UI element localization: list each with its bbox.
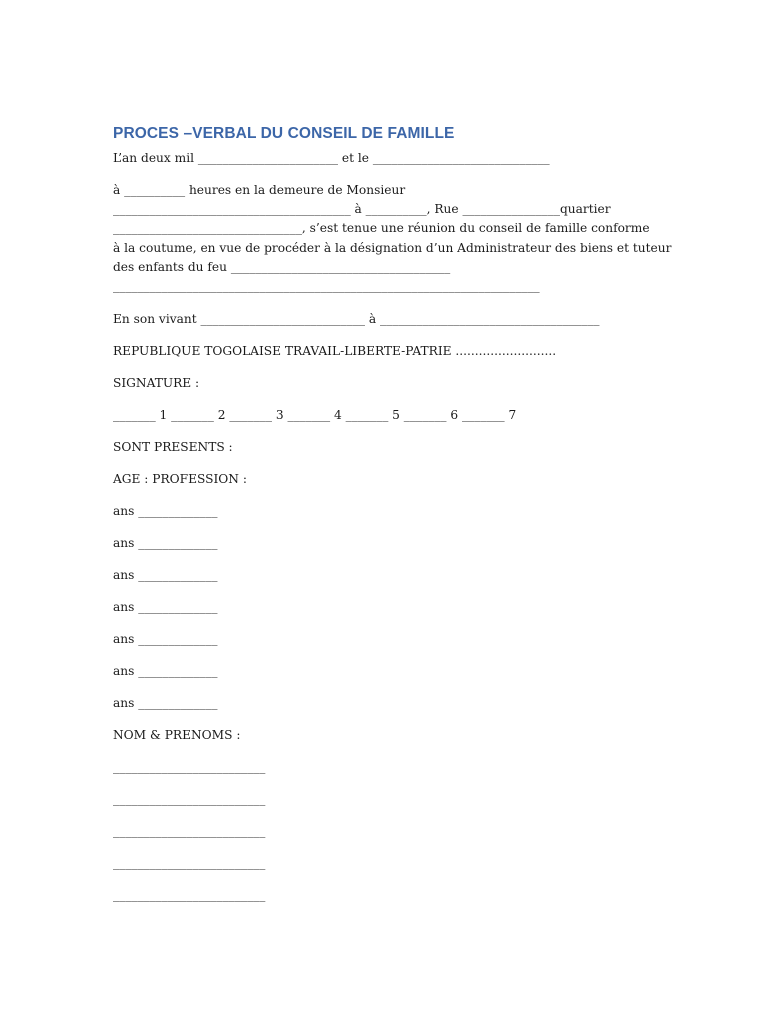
document-title: PROCES –VERBAL DU CONSEIL DE FAMILLE [113,125,455,142]
nom-prenoms-label: NOM & PRENOMS : [113,728,241,742]
signature-line: _______ 1 _______ 2 _______ 3 _______ 4 _______ 5 _______ 6 _______ 7 [113,408,517,422]
ans-line: ans _____________ [113,536,218,550]
name-line: _________________________ [113,760,266,774]
intro-line-1: L’an deux mil _______________________ et le _____________________________ [113,151,550,165]
intro-line-2: à __________ heures en la demeure de Monsieur [113,183,406,197]
name-line: _________________________ [113,888,266,902]
name-line: _________________________ [113,792,266,806]
signature-label: SIGNATURE : [113,376,200,390]
intro-line-4: _______________________________, s’est tenue une réunion du conseil de famille conforme [113,221,650,235]
intro-line-5: à la coutume, en vue de procéder à la désignation d’un Administrateur des biens et tuteur [113,241,672,255]
ans-line: ans _____________ [113,504,218,518]
intro-line-6: des enfants du feu ____________________________________ [113,260,451,274]
republique-line: REPUBLIQUE TOGOLAISE TRAVAIL-LIBERTE-PATRIE .......................... [113,344,557,358]
ans-line: ans _____________ [113,600,218,614]
ans-line: ans _____________ [113,696,218,710]
ans-line: ans _____________ [113,568,218,582]
intro-line-3: _______________________________________ à __________, Rue ________________quartier [113,202,611,216]
ans-line: ans _____________ [113,664,218,678]
name-line: _________________________ [113,824,266,838]
en-son-vivant-line: En son vivant ___________________________ à ____________________________________ [113,312,600,326]
name-line: _________________________ [113,856,266,870]
intro-line-7: ______________________________________________________________________ [113,279,540,293]
ans-line: ans _____________ [113,632,218,646]
age-profession-label: AGE : PROFESSION : [113,472,247,486]
sont-presents-label: SONT PRESENTS : [113,440,233,454]
